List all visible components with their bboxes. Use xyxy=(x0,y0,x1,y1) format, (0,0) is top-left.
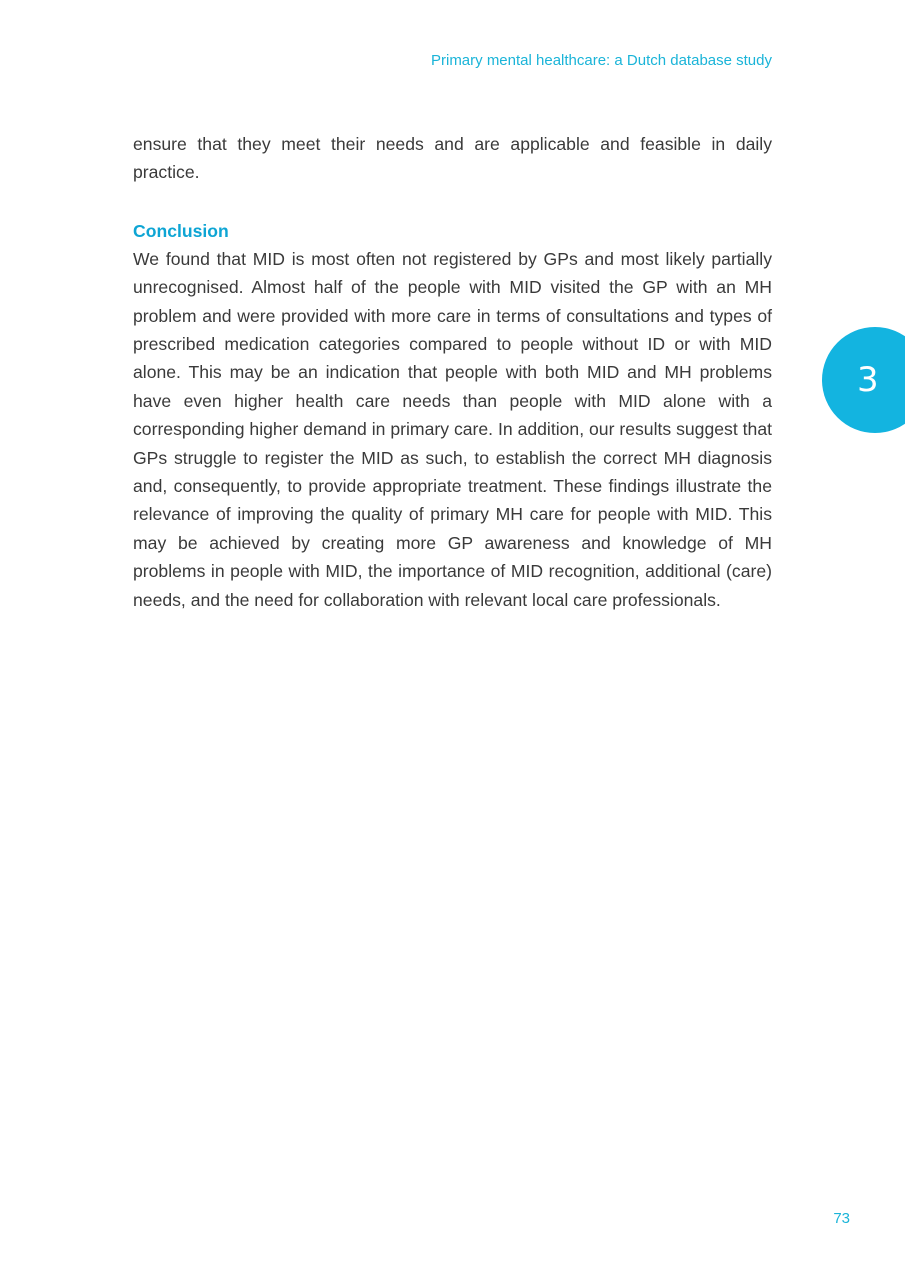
chapter-number: 3 xyxy=(857,360,879,400)
intro-paragraph: ensure that they meet their needs and are applicable and feasible in daily practice. xyxy=(133,134,772,183)
running-header-title: Primary mental healthcare: a Dutch database study xyxy=(430,52,772,69)
conclusion-heading: Conclusion xyxy=(133,220,229,241)
main-content xyxy=(133,130,772,614)
page-number: 73 xyxy=(833,1210,850,1227)
conclusion-paragraph: We found that MID is most often not registered by GPs and most likely partially unrecognised. Almost half of the people with MID visited the GP with an MH problem and were provided with more care in terms of consultations and types of prescribed medication categories compared to people without ID or with MID alone. This may be an indication that people with both MID and MH problems have even higher health care needs than people with MID alone with a corresponding higher demand in primary care. In addition, our results suggest that GPs struggle to register the MID as such, to establish the correct MH diagnosis and, consequently, to provide appropriate treatment. These findings illustrate the relevance of improving the quality of primary MH care for people with MID. This may be achieved by creating more GP awareness and knowledge of MH problems in people with MID, the importance of MID recognition, additional (care) needs, and the need for collaboration with relevant local care professionals. xyxy=(133,248,772,610)
chapter-tab xyxy=(822,327,905,433)
